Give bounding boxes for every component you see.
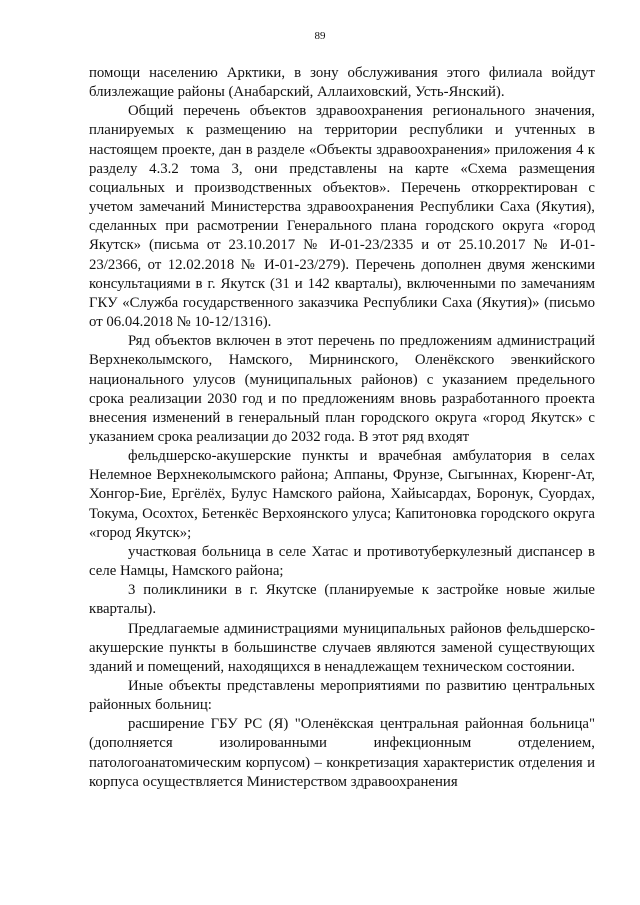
paragraph: помощи населению Арктики, в зону обслуживания этого филиала войдут близлежащие районы (Анабарский, Аллаиховский, Усть-Янский). bbox=[89, 65, 595, 101]
body-text bbox=[89, 64, 595, 792]
paragraph: Ряд объектов включен в этот перечень по предложениям администраций Верхнеколымского, Намского, Мирнинского, Оленёкского эвенкийского национального улусов (муниципальных районов) с указанием предельного срока реализации 2030 год и по предложениям вновь разработанного проекта внесения изменений в генеральный план городского округа «город Якутск» с указанием срока реализации до 2032 года. В этот ряд входят bbox=[89, 333, 595, 445]
paragraph: Предлагаемые администрациями муниципальных районов фельдшерско-акушерские пункты в большинстве случаев являются заменой существующих зданий и помещений, находящихся в ненадлежащем техническом состоянии. bbox=[89, 620, 595, 675]
paragraph: участковая больница в селе Хатас и противотуберкулезный диспансер в селе Намцы, Намского района; bbox=[89, 543, 595, 580]
paragraph: расширение ГБУ РС (Я) "Оленёкская центральная районная больница" (дополняется изолированными инфекционным отделением, патологоанатомическим корпусом) – конкретизация характеристик отделения и корпуса осуществляется Министерством здравоохранения bbox=[89, 716, 595, 790]
paragraph: Иные объекты представлены мероприятиями по развитию центральных районных больниц: bbox=[89, 678, 595, 714]
page-number: 89 bbox=[314, 30, 326, 42]
paragraph: 3 поликлиники в г. Якутске (планируемые к застройке новые жилые кварталы). bbox=[89, 582, 595, 618]
paragraph: фельдшерско-акушерские пункты и врачебная амбулатория в селах Нелемное Верхнеколымского района; Аппаны, Фрунзе, Сыгыннах, Кюренг-Ат, Хонгор-Бие, Ергёлёх, Булус Намского района, Хайысардах, Боронук, Суордах, Токума, Осохтох, Бетенкёс Верхоянского улуса; Капитоновка городского округа «город Якутск»; bbox=[89, 448, 595, 541]
paragraph: Общий перечень объектов здравоохранения регионального значения, планируемых к размещению на территории республики и учтенных в настоящем проекте, дан в разделе «Объекты здравоохранения» приложения 4 к разделу 4.3.2 тома 3, они представлены на карте «Схема размещения социальных и производственных объектов». Перечень откорректирован с учетом замечаний Министерства здравоохранения Республики Саха (Якутия), сделанных при расмотрении Генерального плана городского округа «город Якутск» (письма от 23.10.2017 № И-01-23/2335 и от 25.10.2017 № И-01-23/2366, от 12.02.2018 № И-01-23/279). Перечень дополнен двумя женскими консультациями в г. Якутск (31 и 142 кварталы), включенными по замечаниям ГКУ «Служба государственного заказчика Республики Саха (Якутия)» (письмо от 06.04.2018 № 10-12/1316). bbox=[89, 103, 595, 331]
